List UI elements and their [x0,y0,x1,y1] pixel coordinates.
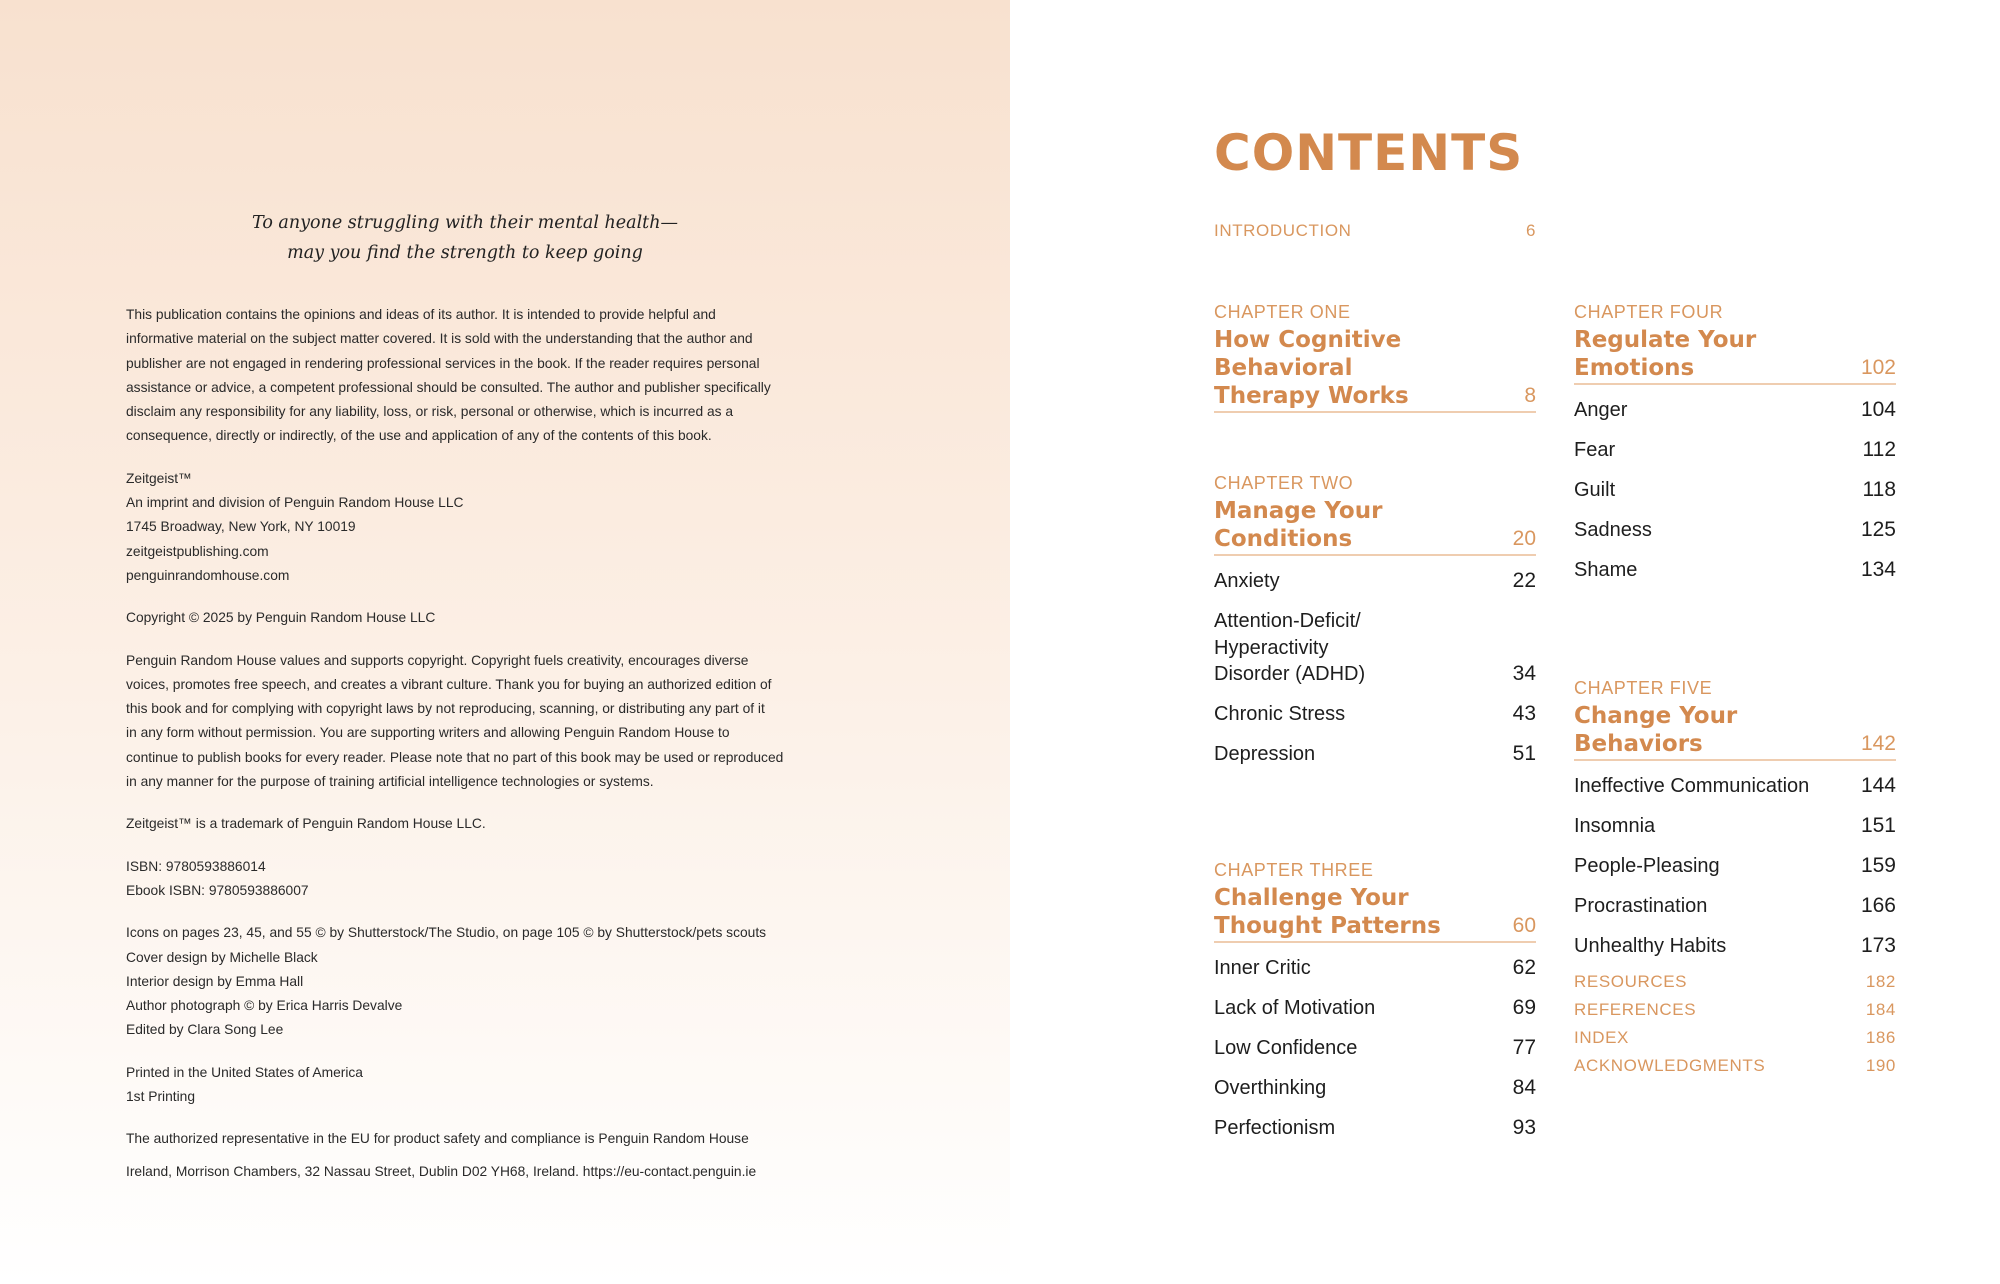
toc-entry-label: Shame [1574,559,1638,581]
copyright-notice: Copyright © 2025 by Penguin Random House LLC [126,610,436,626]
text-line: continue to publish books for every reader. Please note that no part of this book may be used or reproduced [126,749,784,765]
chapter-label: CHAPTER ONE [1214,302,1351,322]
publisher-imprint: An imprint and division of Penguin Random House LLC [126,495,464,511]
chapter-label: CHAPTER TWO [1214,473,1354,493]
toc-entry-page: 159 [1860,854,1896,877]
chapter-title: How Cognitive Behavioral Therapy Works [1214,327,1409,409]
toc-entry[interactable] [1214,995,1536,1022]
toc-entry-label: Depression [1214,743,1316,765]
text-line: informative material on the subject matter covered. It is sold with the understanding that the author and [126,331,753,347]
toc-entry-label: Overthinking [1214,1077,1327,1099]
toc-entry-label: Sadness [1574,519,1652,541]
toc-entry-page: 182 [1865,972,1896,991]
trademark-notice [126,812,826,836]
printed-in: Printed in the United States of America [126,1064,363,1080]
toc-entry-page: 134 [1860,558,1896,581]
publisher-address: 1745 Broadway, New York, NY 10019 [126,519,356,535]
toc-entry-label: Fear [1574,439,1616,461]
isbn: ISBN: 9780593886014 [126,858,266,874]
chapter-page: 20 [1512,527,1536,550]
text-line: Penguin Random House values and supports copyright. Copyright fuels creativity, encourages diverse [126,652,749,668]
eu-representative [126,1127,826,1184]
interior-credit: Interior design by Emma Hall [126,973,304,989]
toc-entry[interactable] [1574,437,1896,464]
credits-block [126,921,826,1042]
toc-entry[interactable] [1574,853,1896,880]
chapter-title: Challenge Your Thought Patterns [1214,885,1441,939]
toc-entry-page: 186 [1865,1028,1896,1047]
dedication [0,208,930,268]
chapter-page: 60 [1512,914,1536,937]
toc-entry-page: 6 [1525,221,1536,240]
toc-entry[interactable] [1574,517,1896,544]
text-line: This publication contains the opinions and ideas of its author. It is intended to provide helpful and [126,307,716,322]
isbn-block [126,855,826,904]
text-line: in any manner for the purpose of training artificial intelligence technologies or systems. [126,774,654,790]
toc-entry[interactable] [1214,741,1536,768]
dedication-line: may you find the strength to keep going [287,243,643,263]
chapter-two [1214,471,1536,781]
chapter-three [1214,858,1536,1155]
toc-entry-page: 51 [1512,742,1536,765]
text-line: Zeitgeist™ is a trademark of Penguin Random House LLC. [126,816,486,832]
toc-entry-label: Chronic Stress [1214,703,1346,725]
chapter-entries [1214,955,1536,1142]
ebook-isbn: Ebook ISBN: 9780593886007 [126,882,309,898]
toc-entry[interactable] [1574,557,1896,584]
toc-entry-page: 151 [1860,814,1896,837]
toc-entry-page: 34 [1512,662,1536,685]
chapter-label: CHAPTER FIVE [1574,678,1713,698]
contents-page [1010,0,2000,1284]
toc-entry-page: 190 [1865,1056,1896,1075]
toc-entry-page: 77 [1512,1036,1536,1059]
toc-entry-label: INTRODUCTION [1214,221,1352,240]
toc-entry-label: INDEX [1574,1028,1629,1047]
chapter-page: 8 [1524,384,1536,407]
back-matter [1574,968,1896,1080]
chapter-heading-link[interactable] [1574,702,1896,761]
text-line: voices, promotes free speech, and creates a vibrant culture. Thank you for buying an authorized edition of [126,676,772,692]
text-line: this book and for complying with copyright laws by not reproducing, scanning, or distributing any part of it [126,701,765,717]
toc-entry[interactable] [1574,933,1896,960]
text-line: disclaim any responsibility for any liability, loss, or risk, personal or otherwise, which is incurred as a [126,404,734,420]
toc-entry-label: ACKNOWLEDGMENTS [1574,1056,1766,1075]
toc-back-entry[interactable] [1574,968,1896,996]
toc-entry[interactable] [1214,1035,1536,1062]
toc-entry-label: Perfectionism [1214,1117,1336,1139]
chapter-entries [1574,397,1896,584]
chapter-heading-link[interactable] [1214,326,1536,413]
toc-entry[interactable] [1574,813,1896,840]
toc-entry-page: 173 [1860,934,1896,957]
text-line: publisher are not engaged in rendering professional services in the book. If the reader requires personal [126,355,760,371]
text-line: assistance or advice, a competent professional should be consulted. The author and publisher specifically [126,379,771,395]
toc-entry[interactable] [1214,701,1536,728]
toc-entry-page: 166 [1860,894,1896,917]
editor-credit: Edited by Clara Song Lee [126,1022,284,1038]
toc-entry[interactable] [1214,1115,1536,1142]
toc-entry-label: Unhealthy Habits [1574,935,1727,957]
toc-entry-page: 125 [1860,518,1896,541]
dedication-line: To anyone struggling with their mental health— [252,213,678,233]
publisher-website: penguinrandomhouse.com [126,567,290,583]
toc-entry-label: Attention-Deficit/ Hyperactivity Disorder (ADHD) [1214,610,1366,685]
page-title: CONTENTS [1214,124,1524,182]
toc-back-entry[interactable] [1574,996,1896,1024]
disclaimer-paragraph [126,303,826,449]
toc-entry-label: Guilt [1574,479,1616,501]
toc-entry-page: 22 [1512,569,1536,592]
publisher-name: Zeitgeist™ [126,470,192,486]
toc-entry[interactable] [1214,1075,1536,1102]
toc-entry-page: 93 [1512,1116,1536,1139]
text-line: consequence, directly or indirectly, of the use and application of any of the contents of this book. [126,428,712,444]
toc-entry-page: 84 [1512,1076,1536,1099]
toc-entry-label: Anger [1574,399,1628,421]
toc-entry-label: RESOURCES [1574,972,1688,991]
chapter-five [1574,676,1896,973]
printing-number: 1st Printing [126,1089,196,1105]
photo-credit: Author photograph © by Erica Harris Devalve [126,998,403,1014]
copyright-line [126,606,826,630]
toc-entry-label: Inner Critic [1214,957,1311,979]
chapter-page: 102 [1860,356,1896,379]
printing-block [126,1061,826,1110]
chapter-title: Manage Your Conditions [1214,498,1383,552]
toc-entry-page: 118 [1862,478,1896,501]
chapter-one [1214,300,1536,413]
toc-entry-page: 112 [1862,438,1896,461]
chapter-heading-link[interactable] [1574,326,1896,385]
chapter-heading-link[interactable] [1214,884,1536,943]
toc-entry-label: Procrastination [1574,895,1708,917]
toc-entry[interactable] [1214,955,1536,982]
toc-entry-page: 69 [1512,996,1536,1019]
toc-entry-label: Lack of Motivation [1214,997,1376,1019]
toc-entry-page: 144 [1860,774,1896,797]
chapter-entries [1574,773,1896,960]
toc-back-entry[interactable] [1574,1024,1896,1052]
toc-introduction[interactable] [1214,221,1536,241]
toc-entry[interactable] [1214,608,1536,688]
publisher-block [126,467,826,588]
toc-entry-page: 104 [1860,398,1896,421]
chapter-four [1574,300,1896,597]
toc-entry[interactable] [1574,773,1896,800]
chapter-page: 142 [1860,732,1896,755]
toc-entry-label: Anxiety [1214,570,1280,592]
text-line: The authorized representative in the EU for product safety and compliance is Penguin Random House [126,1131,749,1147]
toc-entry-label: Insomnia [1574,815,1656,837]
chapter-title: Regulate Your Emotions [1574,327,1757,381]
chapter-label: CHAPTER THREE [1214,860,1374,880]
toc-entry-label: REFERENCES [1574,1000,1697,1019]
toc-entry-page: 43 [1512,702,1536,725]
toc-entry[interactable] [1574,477,1896,504]
toc-entry-page: 184 [1865,1000,1896,1019]
toc-back-entry[interactable] [1574,1052,1896,1080]
toc-entry-label: Low Confidence [1214,1037,1358,1059]
toc-entry-page: 62 [1512,956,1536,979]
toc-entry[interactable] [1574,893,1896,920]
text-line: in any form without permission. You are supporting writers and allowing Penguin Random House to [126,725,730,741]
chapter-title: Change Your Behaviors [1574,703,1738,757]
toc-entry-label: Ineffective Communication [1574,775,1810,797]
toc-entry-label: People-Pleasing [1574,855,1720,877]
chapter-label: CHAPTER FOUR [1574,302,1724,322]
publisher-website: zeitgeistpublishing.com [126,543,269,559]
cover-credit: Cover design by Michelle Black [126,949,318,965]
toc-entry[interactable] [1574,397,1896,424]
chapter-entries [1214,568,1536,768]
copyright-text [126,303,826,1202]
text-line: Ireland, Morrison Chambers, 32 Nassau Street, Dublin D02 YH68, Ireland. https://eu-contact.penguin.ie [126,1163,757,1179]
copyright-statement [126,649,826,795]
icon-credit: Icons on pages 23, 45, and 55 © by Shutterstock/The Studio, on page 105 © by Shutterstock/pets scouts [126,925,767,941]
chapter-heading-link[interactable] [1214,497,1536,556]
toc-entry[interactable] [1214,568,1536,595]
